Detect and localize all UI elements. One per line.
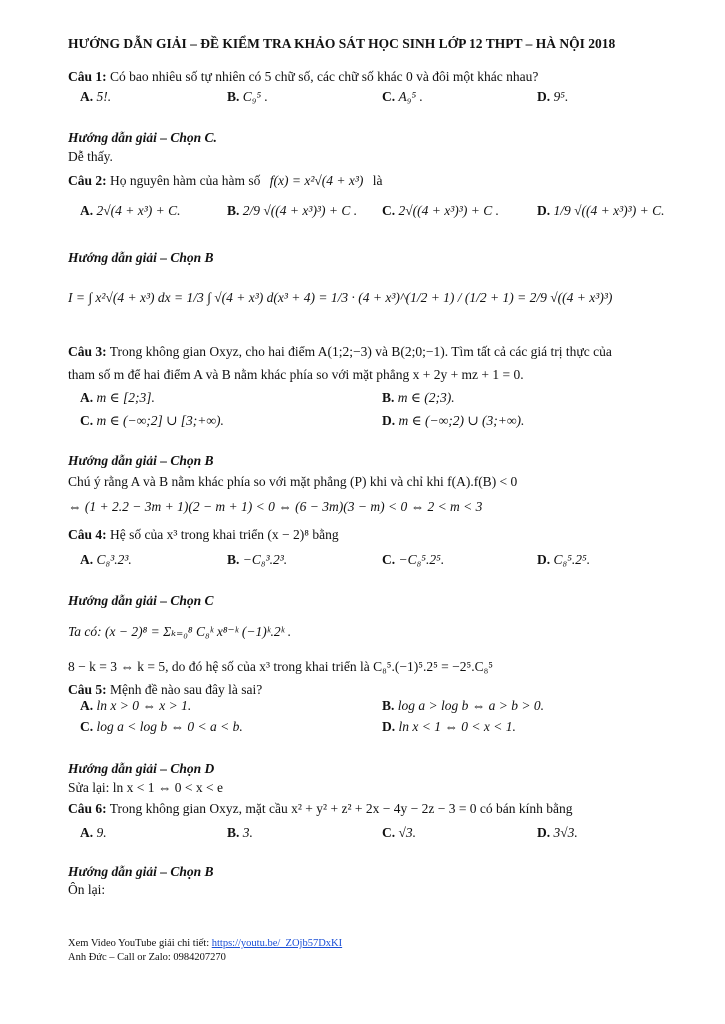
option-letter: C. — [80, 413, 94, 428]
option-letter: A. — [80, 89, 94, 104]
option-text: 1/9 √((4 + x³)³) + C. — [553, 203, 665, 218]
option-text: 3. — [242, 825, 253, 840]
option-d — [537, 825, 578, 841]
option-a — [80, 89, 111, 105]
question-2 — [68, 172, 383, 190]
option-text: 5!. — [96, 89, 112, 104]
option-b — [382, 390, 455, 406]
option-b — [227, 825, 253, 841]
option-a — [80, 552, 132, 568]
question-label: Câu 2: — [68, 173, 107, 188]
option-text: 2√((4 + x³)³) + C . — [398, 203, 499, 218]
option-letter: B. — [382, 698, 395, 713]
option-letter: C. — [382, 552, 396, 567]
solution-heading: Hướng dẫn giải – Chọn B — [68, 250, 214, 265]
option-b — [382, 698, 544, 714]
question-label: Câu 1: — [68, 69, 107, 84]
option-text: m ∈ (−∞;2] ∪ [3;+∞). — [96, 413, 224, 428]
option-b — [227, 203, 357, 219]
question-6 — [68, 800, 573, 818]
question-5 — [68, 681, 262, 699]
option-letter: D. — [537, 552, 551, 567]
option-letter: C. — [382, 89, 396, 104]
option-text: 9⁵. — [553, 89, 569, 104]
option-c — [382, 203, 499, 219]
solution-heading: Hướng dẫn giải – Chọn C — [68, 593, 214, 608]
solution-text: Ôn lại: — [68, 882, 106, 897]
option-a — [80, 203, 181, 219]
option-text: C₈³.2³. — [96, 552, 132, 567]
solution-heading: Hướng dẫn giải – Chọn B — [68, 453, 214, 468]
option-d — [537, 552, 590, 568]
option-letter: D. — [537, 825, 551, 840]
question-text: Có bao nhiêu số tự nhiên có 5 chữ số, các chữ số khác 0 và đôi một khác nhau? — [110, 69, 539, 84]
option-text: C₉⁵ . — [242, 89, 268, 104]
question-label: Câu 3: — [68, 344, 107, 359]
question-4 — [68, 526, 339, 544]
question-text-continued: tham số m để hai điểm A và B nằm khác phía so với mặt phẳng x + 2y + mz + 1 = 0. — [68, 367, 524, 382]
function-formula: f(x) = x²√(4 + x³) — [269, 173, 364, 188]
option-letter: D. — [537, 203, 551, 218]
option-d — [537, 203, 664, 219]
option-letter: A. — [80, 698, 94, 713]
option-d — [382, 413, 524, 429]
option-text: 2/9 √((4 + x³)³) + C . — [242, 203, 358, 218]
question-1 — [68, 68, 538, 86]
question-tail: là — [372, 173, 383, 188]
solution-formula: ⇔ (1 + 2.2 − 3m + 1)(2 − m + 1) < 0 ⇔ (6 − 3m)(3 − m) < 0 ⇔ 2 < m < 3 — [68, 499, 483, 514]
option-text: m ∈ (2;3). — [397, 390, 455, 405]
option-text: −C₈⁵.2⁵. — [398, 552, 445, 567]
option-text: ln x < 1 ⇔ 0 < x < 1. — [398, 719, 516, 734]
option-b — [227, 89, 268, 105]
option-text: C₈⁵.2⁵. — [553, 552, 591, 567]
footer-video — [68, 937, 342, 951]
option-text: 3√3. — [553, 825, 578, 840]
option-a — [80, 390, 155, 406]
option-letter: B. — [227, 825, 240, 840]
footer-video-label: Xem Video YouTube giải chi tiết: — [68, 938, 210, 949]
solution-heading: Hướng dẫn giải – Chọn D — [68, 761, 215, 776]
option-text: m ∈ [2;3]. — [96, 390, 155, 405]
solution-text: 8 − k = 3 ⇔ k = 5, do đó hệ số của x³ trong khai triển là C₈⁵.(−1)⁵.2⁵ = −2⁵.C₈⁵ — [68, 659, 493, 674]
option-c — [382, 825, 416, 841]
solution-formula: Ta có: (x − 2)⁸ = Σₖ₌₀⁸ C₈ᵏ x⁸⁻ᵏ (−1)ᵏ.2ᵏ . — [68, 624, 292, 639]
option-c — [80, 719, 243, 735]
option-c — [382, 89, 423, 105]
option-b — [227, 552, 287, 568]
option-letter: A. — [80, 203, 94, 218]
option-letter: D. — [382, 719, 396, 734]
option-letter: B. — [227, 552, 240, 567]
option-letter: A. — [80, 552, 94, 567]
question-label: Câu 4: — [68, 527, 107, 542]
question-text: Trong không gian Oxyz, mặt cầu x² + y² + z² + 2x − 4y − 2z − 3 = 0 có bán kính bằng — [109, 801, 573, 816]
option-letter: A. — [80, 825, 94, 840]
option-letter: B. — [227, 89, 240, 104]
solution-text: Sửa lại: ln x < 1 ⇔ 0 < x < e — [68, 780, 224, 795]
option-letter: C. — [382, 203, 396, 218]
option-letter: D. — [382, 413, 396, 428]
question-text: Mệnh đề nào sau đây là sai? — [110, 682, 263, 697]
option-text: log a < log b ⇔ 0 < a < b. — [96, 719, 243, 734]
option-letter: B. — [227, 203, 240, 218]
solution-heading: Hướng dẫn giải – Chọn C. — [68, 130, 217, 145]
option-d — [382, 719, 516, 735]
option-letter: C. — [80, 719, 94, 734]
question-text: Hệ số của x³ trong khai triển (x − 2)⁸ bằng — [110, 527, 339, 542]
option-text: √3. — [398, 825, 417, 840]
option-c — [80, 413, 224, 429]
question-text: Họ nguyên hàm của hàm số — [110, 173, 261, 188]
option-text: ln x > 0 ⇔ x > 1. — [96, 698, 192, 713]
option-text: 2√(4 + x³) + C. — [96, 203, 181, 218]
solution-heading: Hướng dẫn giải – Chọn B — [68, 864, 214, 879]
option-text: A₉⁵ . — [398, 89, 423, 104]
option-letter: B. — [382, 390, 395, 405]
option-d — [537, 89, 568, 105]
question-text: Trong không gian Oxyz, cho hai điểm A(1;2;−3) và B(2;0;−1). Tìm tất cả các giá trị thực của — [109, 344, 612, 359]
footer-contact: Anh Đức – Call or Zalo: 0984207270 — [68, 952, 226, 963]
option-a — [80, 825, 107, 841]
option-letter: D. — [537, 89, 551, 104]
option-c — [382, 552, 444, 568]
option-text: m ∈ (−∞;2) ∪ (3;+∞). — [398, 413, 525, 428]
solution-formula: I = ∫ x²√(4 + x³) dx = 1/3 ∫ √(4 + x³) d(x³ + 4) = 1/3 · (4 + x³)^(1/2 + 1) / (1/2 + 1) = 2/9 √((4 + x³)³) — [68, 290, 613, 305]
youtube-link[interactable]: https://youtu.be/_ZOjb57DxKI — [211, 938, 343, 949]
solution-text: Chú ý rằng A và B nằm khác phía so với mặt phẳng (P) khi và chỉ khi f(A).f(B) < 0 — [68, 474, 518, 489]
solution-text: Dễ thấy. — [68, 149, 113, 164]
page-title: HƯỚNG DẪN GIẢI – ĐỀ KIỂM TRA KHẢO SÁT HỌC SINH LỚP 12 THPT – HÀ NỘI 2018 — [68, 36, 616, 51]
option-text: −C₈³.2³. — [242, 552, 288, 567]
option-letter: C. — [382, 825, 396, 840]
option-text: 9. — [96, 825, 107, 840]
option-a — [80, 698, 191, 714]
option-letter: A. — [80, 390, 94, 405]
option-text: log a > log b ⇔ a > b > 0. — [397, 698, 544, 713]
question-3 — [68, 343, 612, 361]
question-label: Câu 6: — [68, 801, 107, 816]
question-label: Câu 5: — [68, 682, 107, 697]
